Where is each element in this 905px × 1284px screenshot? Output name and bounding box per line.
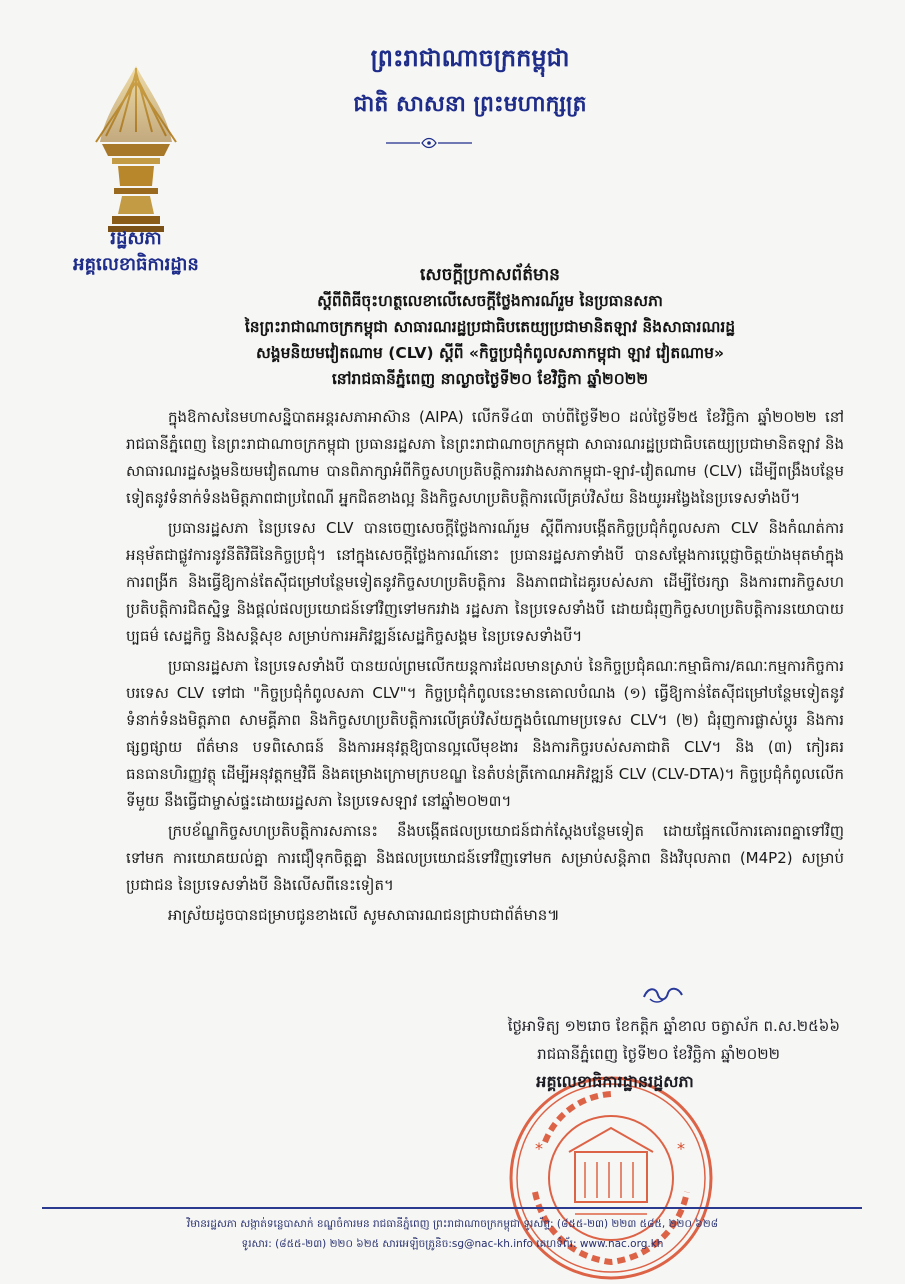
press-release-title	[120, 262, 860, 392]
ministry-line1: រដ្ឋសភា	[110, 228, 162, 249]
royal-crest-icon	[82, 62, 190, 234]
title-line1: សេចក្តីប្រកាសព័ត៌មាន	[420, 265, 560, 285]
lunar-date: ថ្ងៃអាទិត្យ ១២រោច ខែកត្តិក ឆ្នាំខាល ចត្វាស័ក ព.ស.២៥៦៦	[507, 1017, 840, 1035]
title-line5: នៅរាជធានីភ្នំពេញ នាល្ងាចថ្ងៃទី២០ ខែវិច្ឆិកា ឆ្នាំ២០២២	[331, 370, 649, 388]
paragraph-1: ក្នុងឱកាសនៃមហាសន្និបាតអន្តរសភាអាស៊ាន (AIPA) លើកទី៤៣ ចាប់ពីថ្ងៃទី២០ ដល់ថ្ងៃទី២៥ ខែវិច្ឆិកា ឆ្នាំ២០២២ នៅរាជធានីភ្នំពេញ នៃព្រះរាជាណាចក្រកម្ពុជា ប្រធានរដ្ឋសភា នៃព្រះរាជាណាចក្រកម្ពុជា សាធារណរដ្ឋប្រជាធិបតេយ្យប្រជាមានិតឡាវ និងសាធារណរដ្ឋសង្គមនិយមវៀតណាម បានពិភាក្សាអំពីកិច្ចសហប្រតិបត្តិការរវាងសភាកម្ពុជា-ឡាវ-វៀតណាម (CLV) ដើម្បីពង្រឹងបន្ថែមទៀតនូវទំនាក់ទំនងមិត្តភាពជាប្រពៃណី អ្នកជិតខាងល្អ និងកិច្ចសហប្រតិបត្តិការលើគ្រប់វិស័យ និងយូរអង្វែងនៃប្រទេសទាំងបី។	[126, 408, 844, 507]
title-line4: សង្គមនិយមវៀតណាម (CLV) ស្តីពី «កិច្ចប្រជុំកំពូលសភាកម្ពុជា ឡាវ វៀតណាម»	[256, 344, 724, 362]
body-text	[126, 404, 844, 932]
footer-divider	[42, 1207, 862, 1209]
kingdom-heading: ព្រះរាជាណាចក្រកម្ពុជា	[370, 44, 570, 72]
footer-fax-email-web: ទូរសារ: (៨៥៥-២៣) ២២០ ៦២៥ សារអេឡិចត្រូនិច:sg@nac-kh.info គេហទំព័រ: www.nac.org.kh	[241, 1238, 664, 1250]
paragraph-2: ប្រធានរដ្ឋសភា នៃប្រទេស CLV បានចេញសេចក្តីថ្លែងការណ៍រួម ស្តីពីការបង្កើតកិច្ចប្រជុំកំពូលសភា CLV និងកំណត់ការអនុម័តជាផ្លូវការនូវនីតិវិធីនៃកិច្ចប្រជុំ។ នៅក្នុងសេចក្តីថ្លែងការណ៍នោះ ប្រធានរដ្ឋសភាទាំងបី បានសម្តែងការប្តេជ្ញាចិត្តយ៉ាងមុតមាំក្នុងការពង្រីក និងធ្វើឱ្យកាន់តែស៊ីជម្រៅបន្ថែមទៀតនូវកិច្ចសហប្រតិបត្តិការ និងភាពជាដៃគូរបស់សភា ដើម្បីថែរក្សា និងការពារកិច្ចសហប្រតិបត្តិការជិតស្និទ្ធ និងផ្តល់ផលប្រយោជន៍ទៅវិញទៅមករវាង រដ្ឋសភា នៃប្រទេសទាំងបី ដោយជំរុញកិច្ចសហប្រតិបត្តិការនយោបាយ ប្បធម៌ សេដ្ឋកិច្ច និងសន្តិសុខ សម្រាប់ការអភិវឌ្ឍន៍សេដ្ឋកិច្ចសង្គម នៃប្រទេសទាំងបី។	[126, 519, 844, 645]
ministry-line2: អគ្គលេខាធិការដ្ឋាន	[73, 254, 199, 275]
place-and-date: រាជធានីភ្នំពេញ ថ្ងៃទី២០ ខែវិច្ឆិកា ឆ្នាំ២០២២	[537, 1045, 780, 1063]
ornament-divider-icon	[384, 136, 474, 150]
paragraph-3: ប្រធានរដ្ឋសភា នៃប្រទេសទាំងបី បានយល់ព្រមលើកយន្តការដែលមានស្រាប់ នៃកិច្ចប្រជុំគណៈកម្មាធិការ/គណៈកម្មការកិច្ចការបរទេស CLV ទៅជា "កិច្ចប្រជុំកំពូលសភា CLV"។ កិច្ចប្រជុំកំពូលនេះមានគោលបំណង (១) ធ្វើឱ្យកាន់តែស៊ីជម្រៅបន្ថែមទៀតនូវទំនាក់ទំនងមិត្តភាព សាមគ្គីភាព និងកិច្ចសហប្រតិបត្តិការលើគ្រប់វិស័យក្នុងចំណោមប្រទេស CLV។ (២) ជំរុញការផ្លាស់ប្តូរ និងការផ្សព្វផ្សាយ ព័ត៌មាន បទពិសោធន៍ និងការអនុវត្តឱ្យបានល្អលើមុខងារ និងការកិច្ចរបស់សភាជាតិ CLV។ និង (៣) កៀរគរធនធានហិរញ្ញវត្ថុ ដើម្បីអនុវត្តកម្មវិធី និងគម្រោងក្រោមក្របខណ្ឌ នៃតំបន់ត្រីកោណអភិវឌ្ឍន៍ CLV (CLV-DTA)។ កិច្ចប្រជុំកំពូលលើកទីមួយ នឹងធ្វើជាម្ចាស់ផ្ទះដោយរដ្ឋសភា នៃប្រទេសឡាវ នៅឆ្នាំ២០២៣។	[126, 657, 844, 810]
signatory-title: អគ្គលេខាធិការដ្ឋានរដ្ឋសភា	[536, 1072, 694, 1091]
footer-contact	[60, 1214, 845, 1254]
national-motto: ជាតិ សាសនា ព្រះមហាក្សត្រ	[353, 92, 587, 117]
initials-mark-icon	[640, 983, 686, 1005]
paragraph-5: អាស្រ័យដូចបានជម្រាបជូនខាងលើ សូមសាធារណជនជ្រាបជាព័ត៌មាន៕	[168, 906, 560, 924]
title-line3: នៃព្រះរាជាណាចក្រកម្ពុជា សាធារណរដ្ឋប្រជាធិបតេយ្យប្រជាមានិតឡាវ និងសាធារណរដ្ឋ	[244, 318, 736, 336]
svg-text:*: *	[535, 1139, 543, 1158]
footer-address: វិមានរដ្ឋសភា សង្កាត់ទន្លេបាសាក់ ខណ្ឌចំការមន រាជធានីភ្នំពេញ ព្រះរាជាណាចក្រកម្ពុជា ទូរស័ព្ទ: (៨៥៥-២៣) ២២៣ ៥៨៥, ២២០ ៦២៨	[186, 1218, 719, 1230]
paragraph-4: ក្របខ័ណ្ឌកិច្ចសហប្រតិបត្តិការសភានេះ នឹងបង្កើតផលប្រយោជន៍ជាក់ស្តែងបន្ថែមទៀត ដោយផ្អែកលើការគោរពគ្នាទៅវិញទៅមក ការយោគយល់គ្នា ការជឿទុកចិត្តគ្នា និងផលប្រយោជន៍ទៅវិញទៅមក សម្រាប់សន្តិភាព និងវិបុលភាព (M4P2) សម្រាប់ប្រជាជន នៃប្រទេសទាំងបី និងលើសពីនេះទៀត។	[126, 822, 844, 894]
svg-text:*: *	[677, 1139, 685, 1158]
title-line2: ស្តីពីពិធីចុះហត្ថលេខាលើសេចក្តីថ្លែងការណ៍រួម នៃប្រធានសភា	[317, 292, 663, 310]
